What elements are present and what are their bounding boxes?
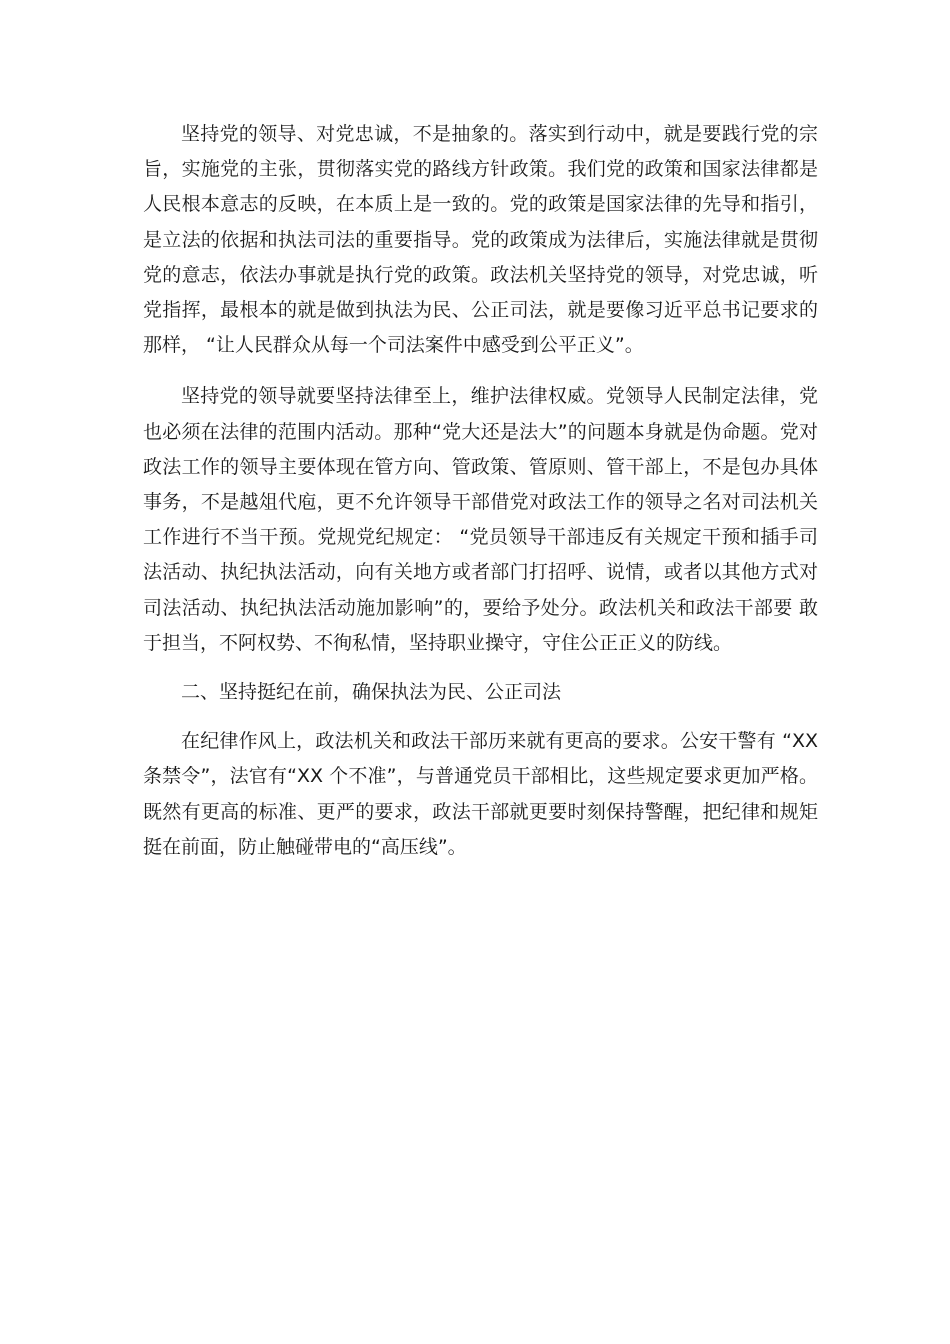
- paragraph-law-supremacy: 坚持党的领导就要坚持法律至上，维护法律权威。党领导人民制定法律，党也必须在法律的范围内活动。那种“党大还是法大”的问题本身就是伪命题。党对政法工作的领导主要体现在管方向、管政策、管原则、管干部上，不是包办具体事务，不是越俎代庖，更不允许领导干部借党对政法工作的领导之名对司法机关工作进行不当干预。党规党纪规定： “党员领导干部违反有关规定干预和插手司法活动、执纪执法活动，向有关地方或者部门打招呼、说情，或者以其他方式对司法活动、执纪执法活动施加影响”的，要给予处分。政法机关和政法干部要 敢于担当，不阿权势、不徇私情，坚持职业操守，守住公正正义的防线。: [143, 385, 818, 654]
- paragraph-party-loyalty: 坚持党的领导、对党忠诚，不是抽象的。落实到行动中，就是要践行党的宗旨，实施党的主张，贯彻落实党的路线方针政策。我们党的政策和国家法律都是人民根本意志的反映，在本质上是一致的。党的政策是国家法律的先导和指引， 是立法的依据和执法司法的重要指导。党的政策成为法律后，实施法律就是贯彻党的意志，依法办事就是执行党的政策。政法机关坚持党的领导，对党忠诚，听党指挥，最根本的就是做到执法为民、公正司法，就是要像习近平总书记要求的那样， “让人民群众从每一个司法案件中感受到公平正义”。: [143, 123, 818, 357]
- paragraph-spacer: [143, 710, 818, 724]
- paragraph-spacer: [143, 363, 818, 379]
- document-body: [143, 117, 818, 865]
- paragraph-spacer: [143, 661, 818, 675]
- section-heading: 二、坚持挺纪在前，确保执法为民、公正司法: [181, 681, 562, 704]
- paragraph-discipline: 在纪律作风上，政法机关和政法干部历来就有更高的要求。公安干警有 “XX 条禁令”，法官有“XX 个不准”，与普通党员干部相比，这些规定要求更加严格。既然有更高的标准、更严的要求，政法干部就更要时刻保持警醒，把纪律和规矩挺在前面，防止触碰带电的“高压线”。: [143, 730, 818, 858]
